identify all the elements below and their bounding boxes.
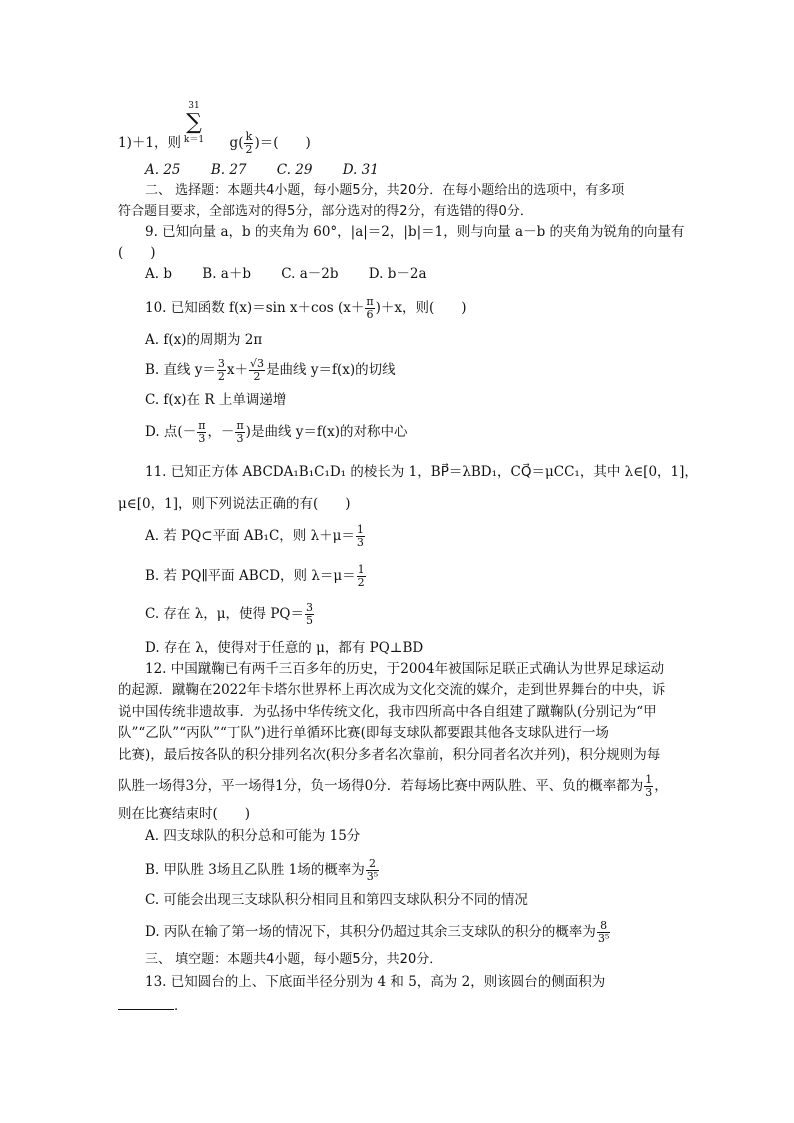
q13-answer-blank[interactable] <box>118 995 174 1010</box>
q12-line-3: 说中国传统非遗故事．为弘扬中华传统文化，我市四所高中各自组建了蹴鞠队(分别记为“甲 <box>118 704 657 720</box>
q10-option-a: A. f(x)的周期为 2π <box>145 332 263 348</box>
q9-option-c: C. a－2b <box>281 266 339 282</box>
q12-line-7: 则在比赛结束时( ) <box>118 806 251 822</box>
q12-line-1: 12. 中国蹴鞠已有两千三百多年的历史，于2004年被国际足联正式确认为世界足球运动 <box>145 661 665 677</box>
q9-option-a: A. b <box>145 266 172 282</box>
q10-fraction: $\frac{\pi}{6}$ <box>366 295 374 321</box>
section2-heading-cont: 符合题目要求，全部选对的得5分，部分选对的得2分，有选错的得0分． <box>118 204 533 219</box>
q9-options <box>145 264 453 284</box>
q12-line-5: 比赛)，最后按各队的积分排列名次(积分多者名次靠前，积分同者名次并列)，积分规则为每 <box>118 747 661 763</box>
q12-line-6: 队胜一场得3分，平一场得1分，负一场得0分．若每场比赛中两队胜、平、负的概率都为 $\frac{1}{3}$ ， <box>118 773 668 799</box>
q10-option-c: C. f(x)在 R 上单调递增 <box>145 392 287 408</box>
q8-options <box>145 160 405 180</box>
q8-option-c: C. 29 <box>276 162 313 178</box>
q11-option-d: D. 存在 λ，使得对于任意的 μ，都有 PQ⊥BD <box>145 640 424 656</box>
q8-sum-end: )＝( ) <box>254 135 311 151</box>
q9-option-b: B. a＋b <box>202 266 251 282</box>
q8-tail-line <box>118 131 311 156</box>
q8-sum-body: g( <box>229 135 244 151</box>
q9-stem-cont: ( ) <box>118 245 156 261</box>
q10-stem: 10. 已知函数 f(x)＝sin x＋cos (x＋ $\frac{\pi}{6}$ )＋x，则( ) <box>145 295 467 321</box>
q11-option-c: C. 存在 λ，μ，使得 PQ＝ $\frac{3}{5}$ <box>145 601 313 627</box>
q9-option-d: D. b－2a <box>368 266 427 282</box>
q11-option-b: B. 若 PQ∥平面 ABCD，则 λ＝μ＝ $\frac{1}{2}$ <box>145 563 365 589</box>
q8-fraction: $\frac{k}{2}$ <box>245 130 253 156</box>
q12-line-4: 队”“乙队”“丙队”“丁队”)进行单循环比赛(即每支球队都要跟其他各支球队进行一场 <box>118 725 609 741</box>
sum-upper-limit: 31 <box>188 101 200 111</box>
q11-option-a: A. 若 PQ⊂平面 AB₁C，则 λ＋μ＝ $\frac{1}{3}$ <box>145 523 364 549</box>
q13-stem: 13. 已知圆台的上、下底面半径分别为 4 和 5，高为 2，则该圆台的侧面积为 <box>145 974 606 990</box>
q13-answer-line: ． <box>118 995 188 1016</box>
sigma-icon: ∑ <box>186 110 202 135</box>
q12-option-b: B. 甲队胜 3场且乙队胜 1场的概率为 $\frac{2}{\text{3⁵}}$ <box>145 857 379 883</box>
q8-option-a: A. 25 <box>145 162 181 178</box>
q12-option-c: C. 可能会出现三支球队积分相同且和第四支球队积分不同的情况 <box>145 892 528 908</box>
q10-option-d: D. 点(－ $\frac{\pi}{3}$ ，－ $\frac{\pi}{3}$ )是曲线 y＝f(x)的对称中心 <box>145 419 408 445</box>
q12-option-a: A. 四支球队的积分总和可能为 15分 <box>145 828 361 844</box>
section3-heading: 三、 填空题：本题共4小题，每小题5分，共20分． <box>145 952 443 967</box>
q8-tail-text: 1)＋1，则 <box>118 135 181 151</box>
q12-line-2: 的起源．蹴鞠在2022年卡塔尔世界杯上再次成为文化交流的媒介，走到世界舞台的中央，诉 <box>118 682 666 698</box>
q11-stem-cont: μ∈[0，1]，则下列说法正确的有( ) <box>118 496 351 512</box>
q11-stem: 11. 已知正方体 ABCDA₁B₁C₁D₁ 的棱长为 1，BP⃗＝λBD₁，CQ⃗＝μCC₁，其中 λ∈[0，1]， <box>145 464 698 480</box>
q8-option-d: D. 31 <box>342 162 379 178</box>
section2-heading: 二、 选择题：本题共4小题，每小题5分，共20分．在每小题给出的选项中，有多项 <box>145 183 625 198</box>
q12-option-d: D. 丙队在输了第一场的情况下，其积分仍超过其余三支球队的积分的概率为 $\frac{8}{\text{3⁵}}$ <box>145 919 610 945</box>
sum-lower-limit: k＝1 <box>183 135 205 145</box>
q8-option-b: B. 27 <box>210 162 247 178</box>
q10-option-b: B. 直线 y＝ $\frac{3}{2}$ x＋ $\frac{√3}{2}$ 是曲线 y＝f(x)的切线 <box>145 357 396 383</box>
q9-stem: 9. 已知向量 a，b 的夹角为 60°，|a|＝2，|b|＝1，则与向量 a－b 的夹角为锐角的向量有 <box>145 224 685 240</box>
